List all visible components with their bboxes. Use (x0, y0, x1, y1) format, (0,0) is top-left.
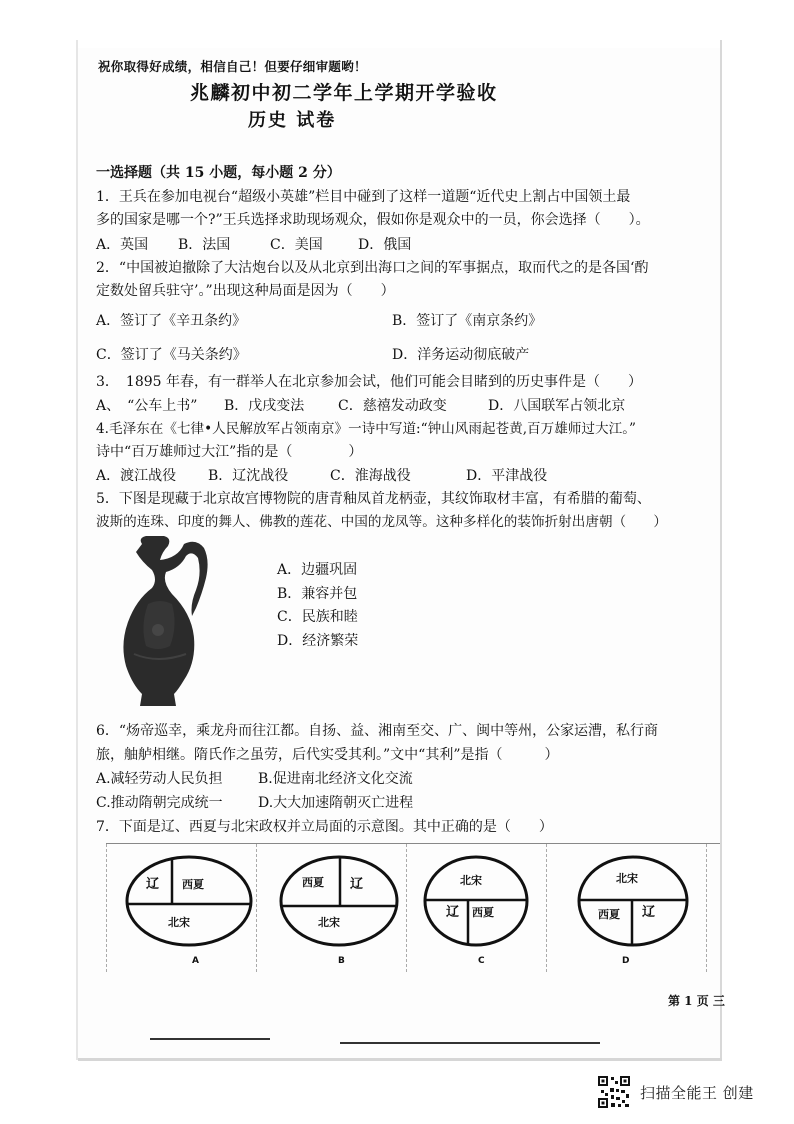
page-edge-left (76, 40, 78, 1060)
diagram-gridline (546, 844, 548, 972)
scanner-brand-label: 扫描全能王 创建 (640, 1084, 754, 1102)
q5-line1: 5．下图是现藏于北京故宫博物院的唐青釉凤首龙柄壶，其纹饰取材丰富，有希腊的葡萄、 (96, 491, 651, 507)
diagram-gridline (106, 844, 108, 972)
diagram-d-beisong: 北宋 (616, 872, 638, 885)
q7-line1: 7．下面是辽、西夏与北宋政权并立局面的示意图。其中正确的是（ ） (96, 819, 553, 835)
diagram-gridline (706, 844, 708, 972)
q6-line2: 旅，舳舻相继。隋氏作之虽劳，后代实受其利。”文中“其利”是指（ ） (96, 747, 559, 763)
q4-option-b: B．辽沈战役 (208, 468, 289, 484)
q7-diagram-strip (106, 843, 720, 974)
diagram-a-xixia: 西夏 (182, 878, 204, 891)
q2-option-a: A．签订了《辛丑条约》 (96, 313, 247, 329)
q6-option-b: B.促进南北经济文化交流 (258, 771, 413, 787)
diagram-a-letter: A (192, 956, 199, 966)
exam-title: 兆麟初中初二学年上学期开学验收 (190, 82, 498, 104)
q4-option-a: A．渡江战役 (96, 468, 177, 484)
page-edge-right (720, 40, 722, 1060)
q6-option-c: C.推动隋朝完成统一 (96, 795, 223, 811)
page-edge-bottom (78, 1058, 722, 1061)
exam-subtitle: 历史 试卷 (248, 110, 337, 131)
q4-option-c: C．淮海战役 (330, 468, 411, 484)
motto: 祝你取得好成绩，相信自己！但要仔细审题哟！ (98, 59, 367, 74)
q5-line2: 波斯的连珠、印度的舞人、佛教的莲花、中国的龙凤等。这种多样化的装饰折射出唐朝（ ） (96, 514, 667, 530)
q1-option-a: A．英国 (96, 237, 149, 253)
diagram-d-letter: D (622, 956, 630, 966)
q3-option-d: D．八国联军占领北京 (488, 398, 626, 414)
q6-option-d: D.大大加速隋朝灭亡进程 (258, 795, 414, 811)
q6-line1: 6．“炀帝巡幸，乘龙舟而往江都。自扬、益、湘南至交、广、闽中等州，公家运漕，私行商 (96, 723, 659, 739)
q5-option-c: C．民族和睦 (277, 609, 358, 625)
q3-option-a: A、 “公车上书” (96, 398, 198, 414)
q4-line1: 4.毛泽东在《七律•人民解放军占领南京》一诗中写道:“钟山风雨起苍黄,百万雄师过大江。” (96, 421, 636, 437)
q5-option-a: A．边疆巩固 (277, 562, 358, 578)
diagram-c-letter: C (478, 956, 485, 966)
diagram-c-beisong: 北宋 (460, 874, 482, 887)
q2-option-c: C．签订了《马关条约》 (96, 347, 247, 363)
q3-line1: 3． 1895 年春，有一群举人在北京参加会试，他们可能会目睹到的历史事件是（ ） (96, 374, 642, 390)
diagram-b-letter: B (338, 956, 345, 966)
diagram-a-beisong: 北宋 (168, 916, 190, 929)
diagram-a-liao: 辽 (146, 877, 160, 892)
q2-option-d: D．洋务运动彻底破产 (392, 347, 530, 363)
footer-rule (150, 1038, 270, 1040)
footer-rule (340, 1042, 600, 1044)
diagram-c-liao: 辽 (446, 905, 460, 920)
qr-code-icon (597, 1075, 631, 1109)
q5-option-b: B．兼容并包 (277, 586, 358, 602)
diagram-gridline (256, 844, 258, 972)
q1-option-c: C．美国 (270, 237, 323, 253)
section-heading: 一选择题（共 15 小题，每小题 2 分） (96, 165, 341, 181)
diagram-b-liao: 辽 (350, 877, 364, 892)
q2-line1: 2．“中国被迫撤除了大沽炮台以及从北京到出海口之间的军事据点，取而代之的是各国‘酌 (96, 260, 649, 276)
q3-option-c: C．慈禧发动政变 (338, 398, 447, 414)
q4-option-d: D．平津战役 (466, 468, 548, 484)
page-number: 第 1 页 三 (668, 994, 725, 1008)
q4-line2: 诗中“百万雄师过大江”指的是（ ） (96, 444, 363, 460)
diagram-b-beisong: 北宋 (318, 916, 340, 929)
q3-option-b: B．戊戌变法 (224, 398, 305, 414)
q6-option-a: A.减轻劳动人民负担 (96, 771, 223, 787)
diagram-gridline (406, 844, 408, 972)
diagram-c-ellipse (422, 854, 530, 948)
q1-option-b: B．法国 (178, 237, 231, 253)
diagram-d-liao: 辽 (642, 905, 656, 920)
q1-line2: 多的国家是哪一个?”王兵选择求助现场观众，假如你是观众中的一员，你会选择（ ）。 (96, 212, 650, 228)
diagram-d-xixia: 西夏 (598, 908, 620, 921)
q1-line1: 1．王兵在参加电视台“超级小英雄”栏目中碰到了这样一道题“近代史上割占中国领土最 (96, 189, 631, 205)
diagram-c-xixia: 西夏 (472, 906, 494, 919)
vase-image (112, 534, 212, 708)
q2-line2: 定数处留兵驻守’。”出现这种局面是因为（ ） (96, 283, 395, 299)
diagram-a-ellipse (124, 854, 254, 948)
diagram-b-ellipse (278, 854, 400, 948)
q1-option-d: D．俄国 (358, 237, 412, 253)
diagram-d-ellipse (576, 854, 690, 948)
q2-option-b: B．签订了《南京条约》 (392, 313, 543, 329)
q5-option-d: D．经济繁荣 (277, 633, 359, 649)
diagram-b-xixia: 西夏 (302, 876, 324, 889)
